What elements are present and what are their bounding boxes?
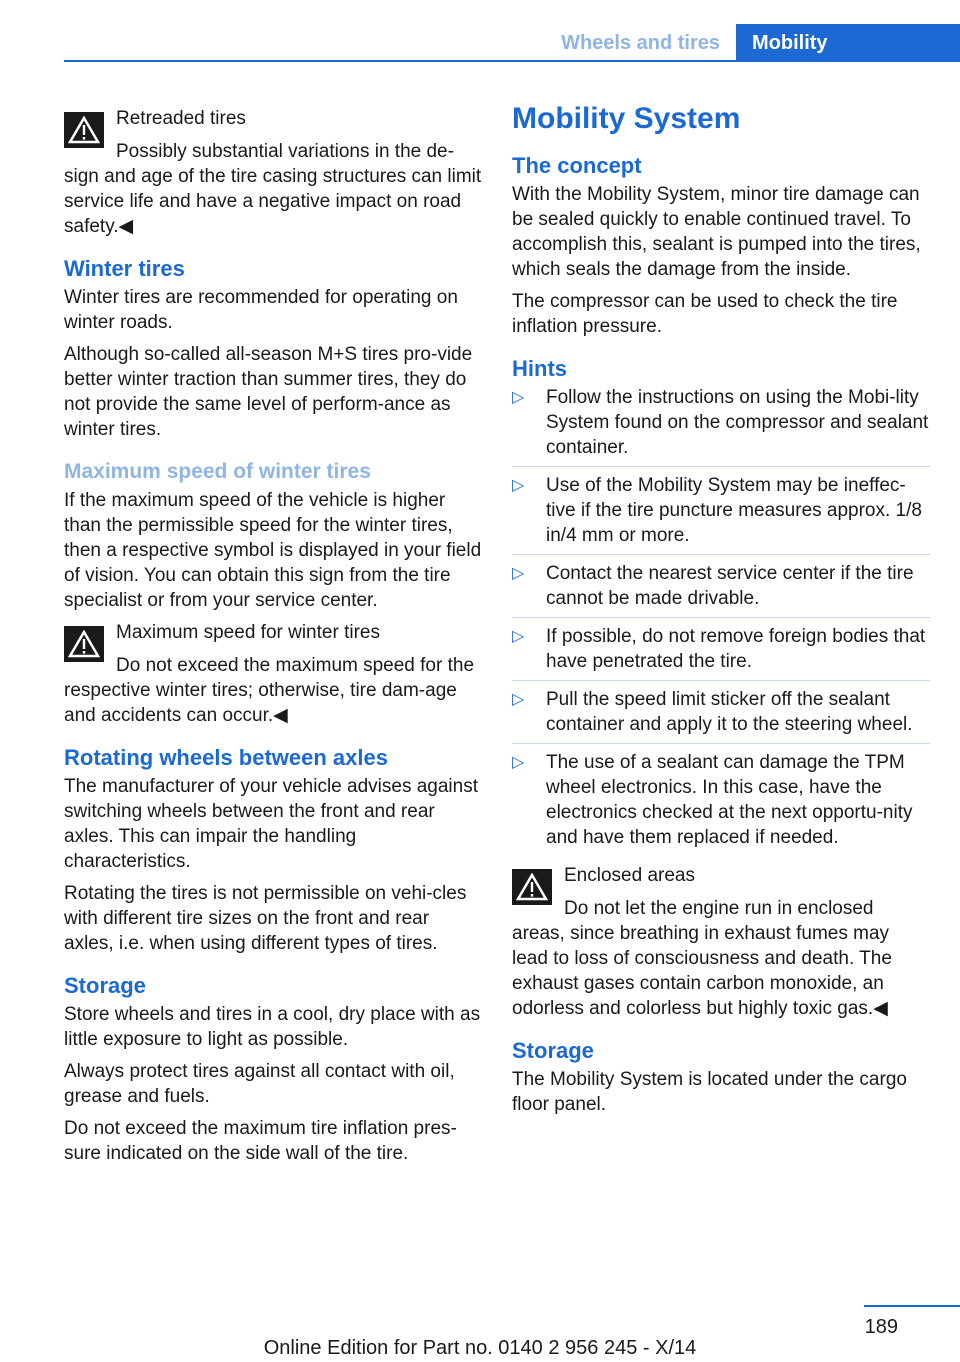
paragraph: With the Mobility System, minor tire damage can be sealed quickly to enable continued travel. To accomplish this, sealant is pumped into the tires, which seals the damage from the inside.	[512, 184, 921, 280]
header-section-title: Wheels and tires	[561, 32, 720, 54]
paragraph: The Mobility System is located under the cargo floor panel.	[512, 1069, 907, 1115]
triangle-bullet-icon: ▷	[512, 565, 525, 582]
paragraph: Do not exceed the maximum tire inflation pres‐sure indicated on the side wall of the tire.	[64, 1118, 457, 1164]
list-item-text: Pull the speed limit sticker off the sealant container and apply it to the steering wheel.	[546, 689, 913, 735]
paragraph: Store wheels and tires in a cool, dry place with as little exposure to light as possible.	[64, 1004, 481, 1050]
warning-triangle-icon	[64, 626, 104, 662]
warning-text: Do not exceed the maximum speed for the respective winter tires; otherwise, tire dam‐age and accidents can occur.◀	[64, 655, 475, 726]
header-chapter-tab: Mobility	[736, 24, 960, 62]
list-item	[512, 561, 930, 618]
list-item	[512, 473, 930, 555]
page-number: 189	[864, 1316, 898, 1338]
heading-the-concept: The concept	[512, 153, 642, 178]
triangle-bullet-icon: ▷	[512, 754, 525, 771]
paragraph: Rotating the tires is not permissible on vehi‐cles with different tire sizes on the front and rear axles, i.e. when using different types of tires.	[64, 883, 467, 954]
warning-text: Possibly substantial variations in the de‐sign and age of the tire casing structures can limit service life and have a negative impact on road safety.◀	[64, 141, 482, 237]
list-item-text: Use of the Mobility System may be ineffec‐tive if the tire puncture measures approx. 1/8 in/4 mm or more.	[546, 475, 922, 546]
triangle-bullet-icon: ▷	[512, 477, 525, 494]
paragraph: The compressor can be used to check the tire inflation pressure.	[512, 291, 898, 337]
paragraph: The manufacturer of your vehicle advises against switching wheels between the front and rear axles. This can impair the handling characteristics.	[64, 776, 478, 872]
warning-text: Do not let the engine run in enclosed areas, since breathing in exhaust fumes may lead to loss of consciousness and death. The exhaust gases contain carbon monoxide, an odorless and colorless but highly toxic gas.◀	[512, 898, 892, 1019]
triangle-bullet-icon: ▷	[512, 691, 525, 708]
page-header	[64, 24, 960, 62]
paragraph: Always protect tires against all contact with oil, grease and fuels.	[64, 1061, 455, 1107]
warning-enclosed-areas	[512, 863, 930, 1021]
paragraph: Winter tires are recommended for operating on winter roads.	[64, 287, 458, 333]
subheading-maximum-speed: Maximum speed of winter tires	[64, 460, 371, 483]
list-item	[512, 687, 930, 744]
heading-hints: Hints	[512, 356, 567, 381]
list-item	[512, 385, 930, 467]
left-column	[64, 100, 482, 1173]
list-item-text: If possible, do not remove foreign bodies that have penetrated the tire.	[546, 626, 926, 672]
heading-rotating-wheels: Rotating wheels between axles	[64, 745, 388, 770]
hints-list	[512, 385, 930, 856]
list-item-text: Follow the instructions on using the Mobi‐lity System found on the compressor and sealant container.	[546, 387, 929, 458]
triangle-bullet-icon: ▷	[512, 628, 525, 645]
warning-title: Retreaded tires	[116, 108, 246, 129]
list-item-text: Contact the nearest service center if the tire cannot be made drivable.	[546, 563, 914, 609]
warning-title: Enclosed areas	[564, 865, 695, 886]
heading-winter-tires: Winter tires	[64, 256, 185, 281]
list-item	[512, 750, 930, 856]
list-item-text: The use of a sealant can damage the TPM wheel electronics. In this case, have the electronics checked at the next opportu‐nity and have them replaced if needed.	[546, 752, 913, 848]
edition-footer: Online Edition for Part no. 0140 2 956 245 - X/14	[263, 1337, 697, 1359]
warning-retreaded-tires	[64, 106, 482, 239]
paragraph: If the maximum speed of the vehicle is higher than the permissible speed for the winter tires, then a respective symbol is displayed in your field of vision. You can obtain this sign from the tire specialist or from your service center.	[64, 490, 482, 611]
heading-storage: Storage	[512, 1038, 594, 1063]
triangle-bullet-icon: ▷	[512, 389, 525, 406]
warning-title: Maximum speed for winter tires	[116, 622, 380, 643]
warning-triangle-icon	[512, 869, 552, 905]
list-item	[512, 624, 930, 681]
right-column	[512, 100, 930, 1124]
chapter-title: Mobility System	[512, 102, 741, 135]
warning-maximum-speed	[64, 620, 482, 728]
heading-storage: Storage	[64, 973, 146, 998]
warning-triangle-icon	[64, 112, 104, 148]
paragraph: Although so-called all-season M+S tires pro‐vide better winter traction than summer tires, they do not provide the same level of perform‐ance as winter tires.	[64, 344, 473, 440]
footer-rule	[864, 1305, 960, 1307]
